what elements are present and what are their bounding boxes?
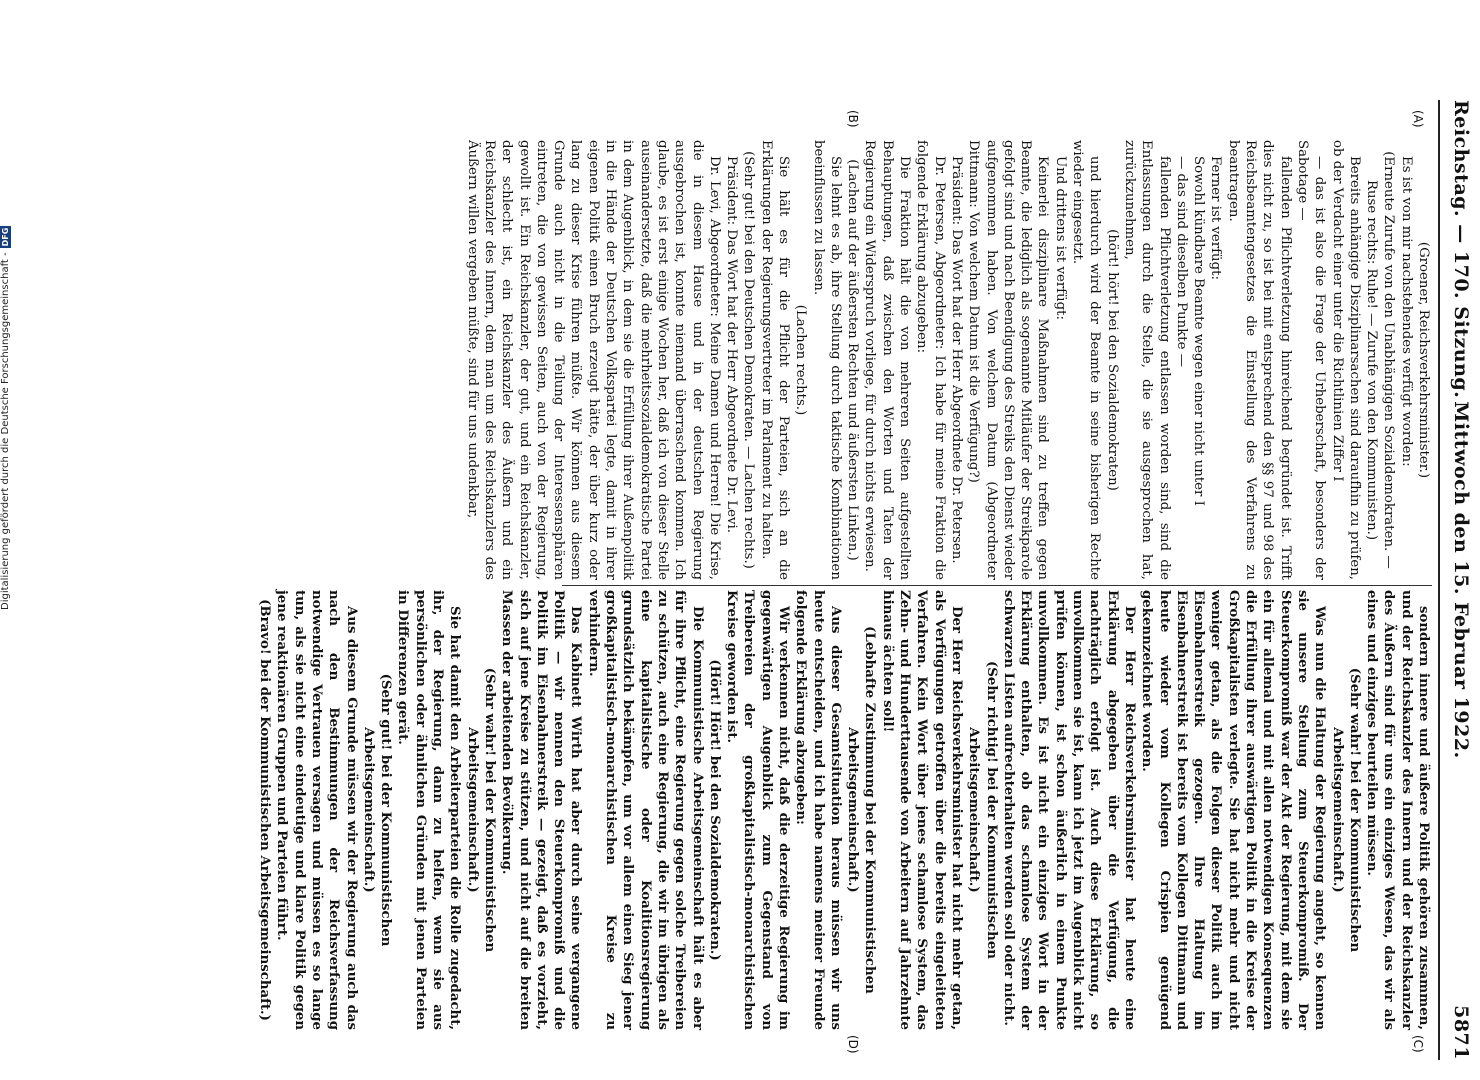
paragraph: und hierdurch wird der Beamte in seine bisherigen Rechte wieder eingesetzt. — [1070, 140, 1103, 580]
header-left: Reichstag. — 170. Sitzung. — [1450, 100, 1472, 399]
paragraph: Aus dieser Gesamtsituation heraus müssen wir uns heute entscheiden, und ich habe namens meiner Freunde folgende Erklärung abzugeben: — [793, 590, 843, 1030]
page-header — [1442, 100, 1472, 1060]
paragraph: (Erneute Zurufe von den Unabhängigen Sozialdemokraten. — Ruse rechts: Ruhe! — Zurufe von den Kommunisten.) — [1364, 151, 1397, 569]
paragraph: — das sind dieselben Punkte — — [1173, 156, 1189, 368]
paragraph: sondern innere und äußere Politik gehören zusammen, und der Reichskanzler des Innern und der Reichskanzler des Äußern sind für uns ein einziges Wesen, das wir als eines und einziges beurteilen müssen. — [1364, 590, 1431, 1030]
paragraph: (Sehr wahr! bei der Kommunistischen Arbeitsgemeinschaft.) — [1329, 667, 1362, 953]
column-divider — [562, 585, 1432, 586]
paragraph: (Lachen auf der äußersten Rechten und äußersten Linken.) — [845, 159, 861, 561]
marker-c: (C) — [1411, 1035, 1425, 1053]
text-column-left — [463, 140, 1432, 580]
paragraph: Ferner ist verfügt: — [1208, 156, 1224, 280]
rotated-page — [180, 80, 1480, 1080]
paragraph: Dr. Petersen, Abgeordneter: Ich habe für meine Fraktion die folgende Erklärung abzugeben: — [914, 140, 947, 580]
marker-d: (D) — [846, 1035, 860, 1054]
paragraph: Das Kabinett Wirth hat aber durch seine vergangene Politik — wir nennen den Steuerkompromiß und die Politik im Eisenbahnerstreik — gezeigt, daß es vorzieht, sich auf jene Kreise zu stützen, und nicht auf die breiten Massen der arbeitenden Bevölkerung. — [499, 590, 584, 1030]
text-column-right — [256, 590, 1432, 1030]
paragraph: Was nun die Haltung der Regierung angeht, so kennen sie unsere Stellung zum Steuerkompromiß. Der Steuerkompromiß war der Akt der Regierung, mit dem sie ein für allemal und mit allen notwendigen Konsequenzen die Erfüllung ihrer auswärtigen Politik in die Kreise der Großkapitalisten verlegte. Sie hat nicht mehr und nicht weniger getan, als die Folgen dieser Politik auch im Eisenbahnerstreik gezogen. Ihre Haltung im Eisenbahnerstreik ist bereits vom Kollegen Dittmann und heute wieder vom Kollegen Crispien genügend gekennzeichnet worden. — [1139, 590, 1328, 1030]
dfg-logo: DFG — [1, 227, 10, 247]
paragraph: (Sehr gut! bei der Kommunistischen Arbeitsgemeinschaft.) — [360, 673, 394, 947]
paragraph: (Bravo! bei der Kommunistischen Arbeitsgemeinschaft.) — [257, 599, 273, 1021]
paragraph: Der Herr Reichsverkehrsminister hat heute eine Erklärung abgegeben über die Verfügung, die nachträglich erfolgt ist. Auch diese Erklärung, so unvollkommen sie ist, kann ich jetzt im Augenblick nicht prüfen können, ist schon äußerlich in einem Punkte unvollkommen. Es ist nicht ein einziges Wort in der Erklärung enthalten, ob das schamlose System der schwarzen Listen aufrechterhalten werden soll oder nicht. — [1000, 590, 1137, 1030]
marker-a: (A) — [1411, 110, 1425, 128]
page-number: 5871 — [1450, 1005, 1472, 1060]
paragraph: Sowohl kündbare Beamte wegen einer nicht unter I — [1191, 156, 1207, 506]
footer-text: Digitalisierung gefördert durch die Deutsche Forschungsgemeinschaft - — [0, 252, 11, 610]
paragraph: Es ist von mir nachstehendes verfügt worden: — [1398, 156, 1414, 467]
paragraph: (hört! hört! bei den Sozialdemokraten) — [1104, 229, 1120, 491]
paragraph: Und drittens ist verfügt: — [1052, 156, 1068, 321]
marker-b: (B) — [846, 110, 860, 128]
paragraph: Bereits anhängige Disziplinarsachen sind daraufhin zu prüfen, ob der Verdacht einer unter die Richtlinien Ziffer I — [1329, 140, 1362, 580]
paragraph: Die Kommunistische Arbeitsgemeinschaft hält es aber für ihre Pflicht, eine Regierung gegen solche Treibereien zu schützen, auch eine Regierung, die wir im übrigen als eine kapitalistische oder Koalitionsregierung grundsätzlich bekämpfen, um vor allem einen Sieg jener großkapitalistisch-monarchistischen Kreise zu verhindern. — [585, 590, 705, 1030]
paragraph: Der Herr Reichsverkehrsminister hat nicht mehr getan, als Verfügungen getroffen über die bereits eingeleiteten Verfahren. Kein Wort über jenes schamlose System, das Zehn- und Hunderttausende von Arbeitern auf Jahrzehnte hinaus ächten soll! — [879, 590, 964, 1030]
paragraph: (Sehr wahr! bei der Kommunistischen Arbeitsgemeinschaft.) — [464, 667, 497, 953]
paragraph: Sie hält es für die Pflicht der Parteien, sich an die Erklärungen der Regierungsvertreter im Parlament zu halten. — [758, 140, 792, 580]
paragraph: Keinerlei disziplinare Maßnahmen sind zu treffen gegen Beamte, die lediglich als sogenannte Mitläufer der Streikparole gefolgt sind und nach Beendigung des Streiks den Dienst wieder aufgenommen haben. Von welchem Datum (Abgeordneter Dittmann: Von welchem Datum ist die Verfügung?) — [966, 140, 1051, 580]
header-date: Mittwoch den 15. Februar 1922. — [1450, 401, 1472, 759]
paragraph: (Hört! Hört! bei den Sozialdemokraten.) — [706, 659, 722, 961]
paragraph: fallenden Pflichtverletzung entlassen worden sind, sind die Entlassungen durch die Stelle, die sie ausgesprochen hat, zurückzunehmen, — [1121, 140, 1172, 580]
paragraph: Präsident: Das Wort hat der Herr Abgeordnete Dr. Levi. — [724, 156, 740, 534]
paragraph: Präsident: Das Wort hat der Herr Abgeordnete Dr. Petersen. — [948, 156, 964, 564]
paragraph: (Sehr gut! bei den Deutschen Demokraten. — Lachen rechts.) — [741, 151, 757, 569]
paragraph: Die Fraktion hält die von mehreren Seiten aufgestellten Behauptungen, daß zwischen den Worten und Taten der Regierung ein Widerspruch vorliege, für durch nichts erwiesen. — [862, 140, 913, 580]
paragraph: (Lachen rechts.) — [793, 304, 809, 416]
paragraph: Aus diesem Grunde müssen wir der Regierung auch das nach den Bestimmungen der Reichsverfassung notwendige Vertrauen versagen und müssen es so lange tun, als sie nicht eine eindeutige und klare Politik gegen jene reaktionären Gruppen und Parteien führt. — [274, 590, 359, 1030]
paragraph: Wir verkennen nicht, daß die derzeitige Regierung im gegenwärtigen Augenblick zum Gegenstand von Treibereien der großkapitalistisch-monarchistischen Kreise geworden ist. — [724, 590, 792, 1030]
paragraph: — das ist also die Frage der Urheberschaft, besonders der Sabotage — — [1294, 140, 1328, 580]
paragraph: (Lebhafte Zustimmung bei der Kommunistischen Arbeitsgemeinschaft.) — [845, 626, 878, 994]
paragraph: (Groener, Reichsverkehrsminister.) — [1416, 241, 1431, 479]
paragraph: Sie hat damit den Arbeiterparteien die Rolle zugedacht, ihr, der Regierung, dann zu helfen, wenn sie aus persönlichen oder ähnlichen Gründen mit jenen Parteien in Differenzen gerät. — [395, 590, 463, 1030]
paragraph: fallenden Pflichtverletzung hinreichend begründet ist. Trifft dies nicht zu, so ist bei mit entsprechend den §§ 97 und 98 des Reichsbeamtengesetzes die Einstellung des Verfahrens zu beantragen. — [1225, 140, 1293, 580]
paragraph: Dr. Levi, Abgeordneter: Meine Damen und Herren! Die Krise, die in diesem Hause und in der deutschen Regierung ausgebrochen ist, konnte niemand überraschend kommen. Ich glaube, es ist erst einige Wochen her, daß ich von dieser Stelle auseinandersetzte, daß die mehrheitssozialdemokratische Partei in dem Augenblick, in dem sie die Erfüllung ihrer Außenpolitik in die Hände der Deutschen Volkspartei legte, damit in ihrer eigenen Politik einen Bruch erzeugt hätte, der über kurz oder lang zu dieser Krise führen müßte. Wir können aus diesem Grunde auch nicht in die Teilung der Interessensphären eintreten, die von gewissen Seiten, auch von der Regierung, gewollt ist. Ein Reichskanzler, der gut, und ein Reichskanzler, der schlecht ist, ein Reichskanzler des Äußern und ein Reichskanzler des Innern, dem man um des Reichskanzlers des Äußern willen vergeben müßte, sind für uns undenkbar, — [464, 140, 722, 580]
footer-credit — [0, 210, 18, 610]
paragraph: (Sehr richtig! bei der Kommunistischen Arbeitsgemeinschaft.) — [966, 661, 999, 959]
header-rule — [1438, 100, 1440, 1060]
paragraph: Sie lehnt es ab, ihre Stellung durch taktische Kombinationen beeinflussen zu lassen. — [810, 140, 843, 580]
